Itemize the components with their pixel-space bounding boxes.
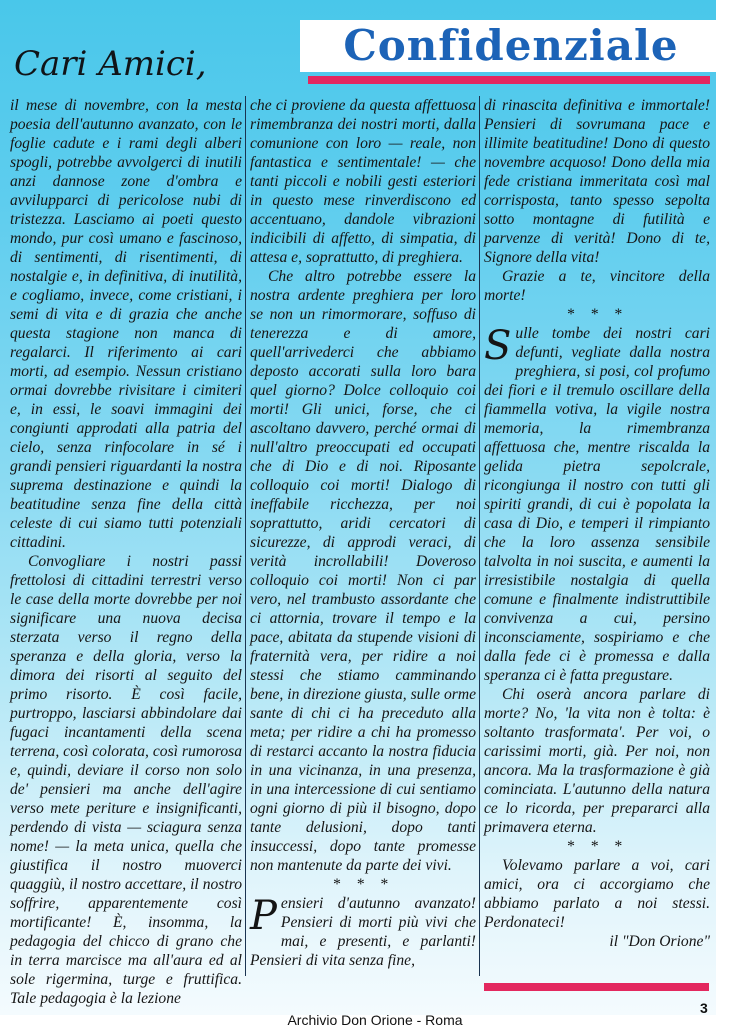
archive-caption: Archivio Don Orione - Roma [287,1012,463,1028]
page-number: 3 [700,1000,708,1016]
section-separator: * * * [566,306,628,323]
paragraph: Grazie a te, vincitore della morte! [484,268,710,304]
paragraph: che ci proviene da questa affettuosa rimembranza dei nostri morti, dalla comunione con loro — reale, non fantastica e sentimentale! — che tanti piccoli e nobili gesti esteriori in questo mese rinverdiscono ed accentuano, dandole vibrazioni indicibili di affetto, di simpatia, di attesa e, soprattutto, di preghiera. [250,97,476,266]
text-column-1 [10,96,242,1008]
page-margin [716,0,750,1015]
title-underline-bar [308,76,710,84]
paragraph: Convogliare i nostri passi frettolosi di cittadini terrestri verso le case della morte dovrebbe per noi significare una nuova decisa sterzata verso il regno della speranza e della gloria, verso la dimora dei risorti al seguito del primo risorto. È così facile, purtroppo, lasciarsi abbindolare dai fugaci incantamenti della scena terrena, così colorata, così rumorosa e, quindi, deviare il corso non solo de' pensieri ma anche dell'agire verso mete periture e insignificanti, perdendo di vista — sciagura senza nome! — la meta unica, quella che giustifica il nostro muoverci quaggiù, il nostro accettare, il nostro soffrire, apparentemente così mortificante! È, insomma, la pedagogia del chicco di grano che in terra marcisce ma all'aura ed al sole rigermina, turge e fruttifica. Tale pedagogia è la lezione [10,553,242,1007]
section-separator: * * * [566,838,628,855]
paragraph: Chi oserà ancora parlare di morte? No, 'la vita non è tolta: è soltanto trasformata'. Per voi, o carissimi morti, già. Per noi, non ancora. Ma la trasformazione è già cominciata. L'autunno della natura ce lo ricorda, per prepararci alla primavera eterna. [484,686,710,836]
drop-cap: S [484,323,512,369]
paragraph-text: ulle tombe dei nostri cari defunti, vegliate dalla nostra preghiera, si posi, col profumo dei fiori e il tremulo oscillare della fiammella votiva, la vigile nostra memoria, la rimembranza affettuosa che, mentre riscalda la gelida pietra sepolcrale, ricongiunga il nostro con tutti gli spiriti grandi, di cui è popolata la casa di Dio, e temperi il rimpianto che la loro assenza sensibile talvolta in noi suscita, e aumenti la irresistibile nostalgia di quella comune e finalmente indistruttibile convivenza a cui, persino inconsciamente, sospiriamo e che dalla fede ci è promessa e dalla speranza ci è fatta pregustare. [484,325,710,684]
column-divider [479,96,480,976]
greeting: Cari Amici, [14,44,207,84]
bottom-accent-bar [484,983,709,991]
section-separator: * * * [332,876,394,893]
paragraph: il mese di novembre, con la mesta poesia dell'autunno avanzato, con le foglie cadute e i rami degli alberi spogli, potrebbe avvolgerci di inutili anzi dannose zone d'ombra e avvilupparci di pericolose nubi di tristezza. Lasciamo ai poeti questo mondo, pur così umano e fascinoso, di sentimenti, di risentimenti, di nostalgie e, in definitiva, di inutilità, e cogliamo, invece, come cristiani, i semi di vita e di grazia che anche questa stagione non manca di regalarci. Il riferimento ai cari morti, ad esempio. Nessun cristiano ormai dovrebbe rivisitare i cimiteri e, in essi, le soavi immagini dei congiunti approdati alla patria del cielo, senza rinfocolare in sé i grandi pensieri riguardanti la nostra suprema destinazione e quindi la beatitudine senza fine della città celeste di cui siamo tutti potenziali cittadini. [10,97,242,551]
signature: il "Don Orione" [609,933,710,950]
column-divider [245,96,246,976]
page-title: Confidenziale [300,20,716,72]
paragraph [484,324,710,685]
drop-cap: P [250,893,277,939]
text-column-2 [250,96,476,970]
paragraph-text: ensieri d'autunno avanzato! Pensieri di morti più vivi che mai, e presenti, e parlanti! Pensieri di vita senza fine, [250,895,476,969]
paragraph: di rinascita definitiva e immortale! Pensieri di sovrumana pace e illimite beatitudine! Dono di questo novembre acquoso! Dono della mia fede cristiana immeritata così mal corrisposta, tanto spesso sepolta sotto montagne di futilità e parvenze di verità! Dono di te, Signore della vita! [484,97,710,266]
paragraph [250,894,476,970]
text-column-3 [484,96,710,951]
paragraph: Che altro potrebbe essere la nostra ardente preghiera per loro se non un rimormorare, soffuso di tenerezza e di amore, quell'arrivederci che abbiamo deposto accorati sulla loro bara quel giorno? Dolce colloquio coi morti! Gli unici, forse, che ci ascoltano davvero, perché ormai di null'altro preoccupati ed occupati che di Dio e di noi. Riposante colloquio coi morti! Dialogo di ineffabile ricchezza, per noi soprattutto, aridi cercatori di sicurezze, di approdi veraci, di verità incrollabili! Doveroso colloquio coi morti! Non ci par vero, nel trambusto assordante che ci attornia, trovare il tempo e la pace, abitata da stupende visioni di fraternità vera, per ridire a noi stessi che stiamo camminando bene, in direzione giusta, sulle orme sante di chi ci ha preceduto alla meta; per ridire a chi ha promesso di restarci accanto la nostra fiducia in una vicinanza, in una presenza, in una intercessione di cui sentiamo ogni giorno di più il bisogno, dopo tante delusioni, dopo tanti insuccessi, dopo tante promesse non mantenute da parte dei vivi. [250,268,476,874]
paragraph: Volevamo parlare a voi, cari amici, ora ci accorgiamo che abbiamo parlato a noi stessi. Perdonateci! [484,857,710,931]
